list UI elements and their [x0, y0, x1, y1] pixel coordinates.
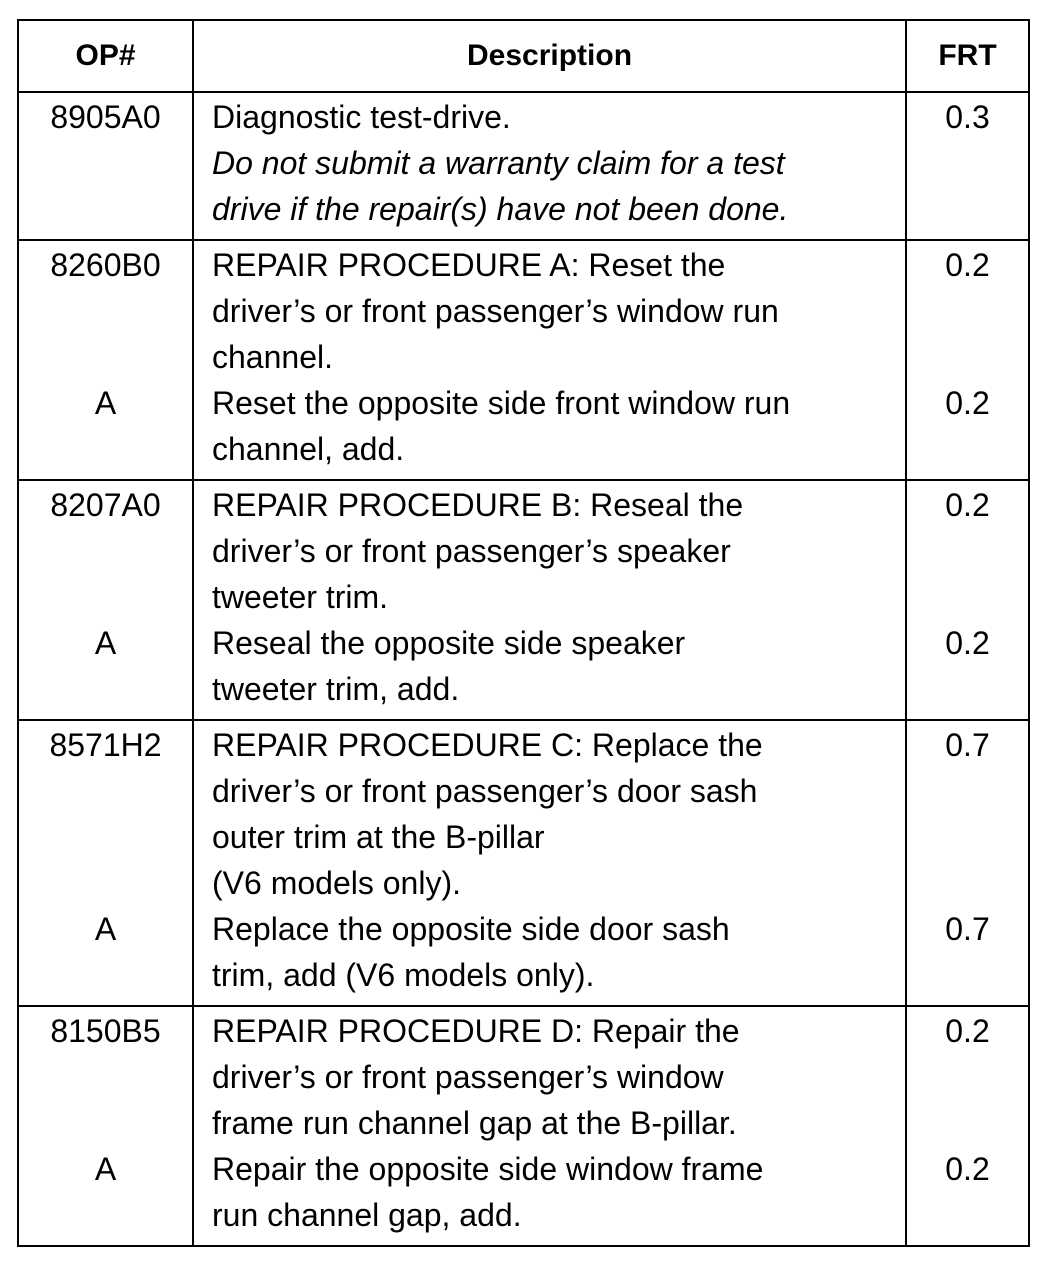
frt-value: 0.2	[945, 1013, 990, 1049]
description-cell	[193, 92, 906, 240]
description-line: outer trim at the B-pillar	[212, 819, 545, 855]
frt-sub-value: 0.7	[945, 911, 990, 947]
frt-sub-value: 0.2	[945, 385, 990, 421]
op-sub-code: A	[94, 625, 117, 661]
op-header: OP#	[18, 20, 193, 92]
sub-description-line: Repair the opposite side window frame	[212, 1151, 764, 1187]
description-line: REPAIR PROCEDURE A: Reset the	[212, 247, 726, 283]
sub-description-line: Replace the opposite side door sash	[212, 911, 730, 947]
description-line: Diagnostic test-drive.	[212, 99, 511, 135]
frt-cell	[906, 92, 1029, 240]
table-row	[18, 720, 1029, 1006]
warranty-note-line: drive if the repair(s) have not been done.	[212, 191, 789, 227]
description-cell	[193, 720, 906, 1006]
frt-cell	[906, 480, 1029, 720]
op-sub-code: A	[94, 911, 117, 947]
table-row	[18, 480, 1029, 720]
op-code: 8150B5	[50, 1013, 161, 1049]
op-code: 8207A0	[50, 487, 161, 523]
op-cell	[18, 240, 193, 480]
op-sub-code: A	[94, 1151, 117, 1187]
table-row	[18, 240, 1029, 480]
description-header: Description	[193, 20, 906, 92]
sub-description-line: run channel gap, add.	[212, 1197, 522, 1233]
description-line: tweeter trim.	[212, 579, 389, 615]
frt-cell	[906, 240, 1029, 480]
table-row	[18, 92, 1029, 240]
description-line: (V6 models only).	[212, 865, 461, 901]
description-line: REPAIR PROCEDURE C: Replace the	[212, 727, 763, 763]
description-line: REPAIR PROCEDURE D: Repair the	[212, 1013, 740, 1049]
op-cell	[18, 1006, 193, 1246]
description-line: driver’s or front passenger’s window	[212, 1059, 724, 1095]
frt-value: 0.3	[945, 99, 990, 135]
frt-cell	[906, 1006, 1029, 1246]
header-row	[18, 20, 1029, 92]
description-cell	[193, 480, 906, 720]
description-cell	[193, 240, 906, 480]
frt-value: 0.2	[945, 247, 990, 283]
frt-value: 0.7	[945, 727, 990, 763]
sub-description-line: channel, add.	[212, 431, 405, 467]
op-cell	[18, 480, 193, 720]
op-code: 8905A0	[50, 99, 161, 135]
frt-table	[17, 19, 1030, 1247]
frt-header: FRT	[906, 20, 1029, 92]
description-cell	[193, 1006, 906, 1246]
op-cell	[18, 92, 193, 240]
warranty-note-line: Do not submit a warranty claim for a test	[212, 145, 785, 181]
frt-cell	[906, 720, 1029, 1006]
op-cell	[18, 720, 193, 1006]
description-line: driver’s or front passenger’s window run	[212, 293, 779, 329]
frt-sub-value: 0.2	[945, 1151, 990, 1187]
description-line: frame run channel gap at the B-pillar.	[212, 1105, 737, 1141]
table-row	[18, 1006, 1029, 1246]
sub-description-line: Reset the opposite side front window run	[212, 385, 791, 421]
op-code: 8260B0	[50, 247, 161, 283]
description-line: channel.	[212, 339, 333, 375]
frt-sub-value: 0.2	[945, 625, 990, 661]
sub-description-line: tweeter trim, add.	[212, 671, 460, 707]
sub-description-line: trim, add (V6 models only).	[212, 957, 595, 993]
op-sub-code: A	[94, 385, 117, 421]
sub-description-line: Reseal the opposite side speaker	[212, 625, 686, 661]
description-line: driver’s or front passenger’s speaker	[212, 533, 731, 569]
frt-value: 0.2	[945, 487, 990, 523]
description-line: REPAIR PROCEDURE B: Reseal the	[212, 487, 744, 523]
description-line: driver’s or front passenger’s door sash	[212, 773, 758, 809]
op-code: 8571H2	[49, 727, 162, 763]
